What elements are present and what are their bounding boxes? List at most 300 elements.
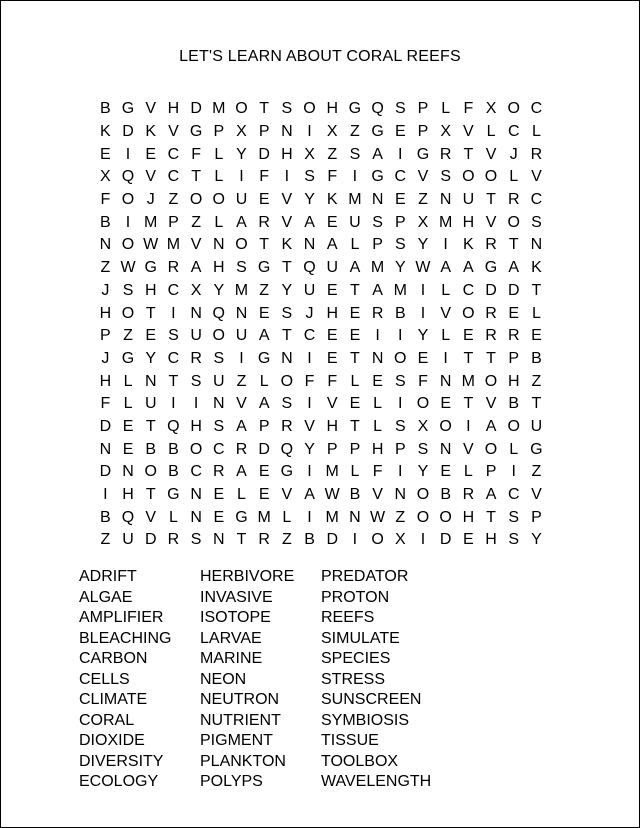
grid-letter: Y xyxy=(417,463,429,481)
grid-letter: O xyxy=(416,508,430,526)
grid-letter: L xyxy=(350,372,360,390)
grid-letter: Z xyxy=(327,145,338,163)
grid-letter: N xyxy=(122,463,134,481)
word-list-item: POLYPS xyxy=(200,773,263,790)
grid-letter: X xyxy=(417,417,429,435)
grid-letter: I xyxy=(398,395,403,413)
grid-letter: E xyxy=(463,531,474,549)
grid-letter: X xyxy=(236,123,247,141)
grid-letter: M xyxy=(212,100,226,118)
grid-letter: O xyxy=(121,304,135,322)
grid-letter: C xyxy=(167,281,180,299)
grid-letter: S xyxy=(190,372,202,390)
grid-letter: S xyxy=(372,213,383,231)
grid-letter: H xyxy=(99,372,112,390)
grid-letter: E xyxy=(326,327,338,345)
grid-letter: L xyxy=(531,304,541,322)
grid-letter: T xyxy=(145,486,156,504)
grid-letter: O xyxy=(439,417,452,435)
grid-letter: L xyxy=(350,236,360,254)
grid-letter: B xyxy=(145,440,157,458)
grid-letter: D xyxy=(258,145,270,163)
grid-letter: I xyxy=(171,304,176,322)
grid-letter: G xyxy=(189,123,203,141)
grid-letter: Y xyxy=(417,236,429,254)
grid-letter: E xyxy=(508,304,520,322)
grid-letter: X xyxy=(100,168,111,186)
grid-letter: Z xyxy=(191,213,201,231)
grid-letter: F xyxy=(372,463,383,481)
word-list-item: ALGAE xyxy=(79,588,133,606)
grid-letter: F xyxy=(100,191,111,209)
letter-grid xyxy=(94,98,548,552)
grid-letter: G xyxy=(121,349,135,367)
grid-letter: D xyxy=(144,531,157,549)
grid-letter: W xyxy=(324,486,340,504)
grid-letter: A xyxy=(190,259,202,277)
grid-letter: R xyxy=(485,236,497,254)
word-list xyxy=(79,567,481,793)
grid-letter: U xyxy=(235,327,248,345)
grid-letter: M xyxy=(144,213,158,231)
grid-letter: S xyxy=(281,304,293,322)
grid-letter: C xyxy=(190,463,202,481)
word-list-item: PROTON xyxy=(321,588,390,606)
grid-letter: G xyxy=(530,440,543,458)
grid-letter: I xyxy=(307,508,312,526)
grid-letter: J xyxy=(101,349,110,367)
word-list-item: CLIMATE xyxy=(79,691,148,708)
grid-letter: E xyxy=(122,440,134,458)
grid-letter: P xyxy=(168,213,179,231)
grid-letter: T xyxy=(168,372,179,390)
grid-letter: R xyxy=(485,304,497,322)
grid-letter: E xyxy=(349,395,361,413)
grid-letter: T xyxy=(191,168,201,186)
grid-letter: F xyxy=(327,372,338,390)
grid-letter: T xyxy=(486,508,496,526)
grid-letter: T xyxy=(259,100,270,118)
grid-letter: A xyxy=(304,486,315,504)
grid-letter: R xyxy=(167,259,180,277)
grid-letter: C xyxy=(213,440,225,458)
grid-letter: M xyxy=(325,508,339,526)
grid-letter: E xyxy=(122,417,134,435)
grid-letter: U xyxy=(303,281,316,299)
grid-letter: I xyxy=(398,145,403,163)
grid-letter: A xyxy=(372,145,383,163)
grid-letter: L xyxy=(441,100,451,118)
grid-letter: L xyxy=(509,168,519,186)
grid-letter: N xyxy=(213,236,225,254)
grid-letter: Y xyxy=(531,531,542,549)
grid-letter: N xyxy=(144,372,157,390)
grid-letter: I xyxy=(443,236,448,254)
grid-letter: D xyxy=(258,440,270,458)
grid-letter: L xyxy=(123,395,133,413)
word-list-item: WAVELENGTH xyxy=(321,773,432,790)
grid-letter: E xyxy=(145,327,157,345)
grid-letter: G xyxy=(416,145,430,163)
word-list-item: SYMBIOSIS xyxy=(321,711,410,729)
grid-letter: E xyxy=(349,304,361,322)
grid-letter: A xyxy=(326,236,338,254)
word-list-item: AMPLIFIER xyxy=(79,609,164,626)
grid-letter: Z xyxy=(395,508,406,526)
grid-letter: G xyxy=(371,123,384,141)
grid-letter: I xyxy=(420,304,426,322)
grid-letter: N xyxy=(99,440,112,458)
grid-letter: G xyxy=(257,259,271,277)
grid-letter: A xyxy=(304,213,315,231)
grid-letter: H xyxy=(371,440,384,458)
grid-letter: N xyxy=(235,304,248,322)
grid-letter: Z xyxy=(531,463,542,481)
grid-letter: F xyxy=(327,168,338,186)
grid-letter: E xyxy=(258,191,270,209)
grid-letter: S xyxy=(168,327,179,345)
grid-letter: O xyxy=(507,100,520,118)
grid-letter: E xyxy=(440,463,451,481)
grid-letter: Z xyxy=(418,191,428,209)
grid-letter: Z xyxy=(100,531,111,549)
grid-letter: R xyxy=(235,440,248,458)
grid-letter: D xyxy=(99,417,112,435)
grid-letter: E xyxy=(349,327,361,345)
grid-letter: Z xyxy=(281,531,292,549)
grid-letter: X xyxy=(417,213,429,231)
word-list-item: PREDATOR xyxy=(321,568,409,585)
word-list-item: SUNSCREEN xyxy=(321,691,422,708)
grid-letter: H xyxy=(281,145,293,163)
grid-letter: O xyxy=(507,213,520,231)
grid-letter: B xyxy=(394,304,406,322)
word-list-item: INVASIVE xyxy=(200,588,273,606)
grid-letter: F xyxy=(304,372,315,390)
grid-letter: H xyxy=(326,100,338,118)
grid-letter: O xyxy=(394,349,407,367)
grid-letter: E xyxy=(100,145,111,163)
word-list-item: LARVAE xyxy=(200,629,262,647)
grid-letter: I xyxy=(103,486,108,504)
grid-letter: J xyxy=(509,145,518,163)
grid-letter: S xyxy=(213,349,225,367)
grid-letter: O xyxy=(235,100,248,118)
grid-letter: I xyxy=(420,531,426,549)
grid-letter: V xyxy=(485,395,497,413)
grid-letter: N xyxy=(190,508,202,526)
grid-letter: P xyxy=(485,463,497,481)
grid-letter: H xyxy=(144,281,157,299)
grid-letter: N xyxy=(439,440,452,458)
grid-letter: R xyxy=(507,327,520,345)
word-list-item: ADRIFT xyxy=(79,568,137,585)
grid-letter: B xyxy=(304,531,315,549)
word-column-3 xyxy=(321,567,481,793)
word-list-item: PIGMENT xyxy=(200,732,273,749)
grid-letter: E xyxy=(372,372,383,390)
grid-letter: O xyxy=(144,463,157,481)
grid-letter: X xyxy=(485,100,497,118)
word-list-item: TISSUE xyxy=(321,732,379,749)
grid-letter: O xyxy=(280,372,294,390)
grid-letter: D xyxy=(507,281,520,299)
grid-letter: D xyxy=(326,531,338,549)
grid-letter: B xyxy=(100,100,111,118)
grid-letter: I xyxy=(239,168,244,186)
grid-letter: V xyxy=(485,145,497,163)
grid-letter: E xyxy=(417,349,429,367)
grid-letter: I xyxy=(420,281,426,299)
grid-letter: S xyxy=(349,145,361,163)
grid-letter: C xyxy=(167,145,180,163)
grid-letter: E xyxy=(440,395,451,413)
grid-letter: V xyxy=(417,168,429,186)
grid-letter: O xyxy=(303,100,316,118)
grid-letter: Z xyxy=(100,259,111,277)
grid-letter: G xyxy=(371,168,384,186)
grid-letter: S xyxy=(281,395,293,413)
word-list-item: ISOTOPE xyxy=(200,609,271,626)
grid-letter: T xyxy=(463,349,474,367)
grid-letter: S xyxy=(122,281,134,299)
grid-letter: P xyxy=(417,123,429,141)
grid-letter: A xyxy=(258,327,270,345)
grid-letter: F xyxy=(418,372,428,390)
grid-letter: H xyxy=(167,100,180,118)
grid-letter: V xyxy=(485,213,497,231)
grid-letter: I xyxy=(307,349,312,367)
grid-letter: U xyxy=(190,327,202,345)
grid-letter: E xyxy=(258,304,270,322)
grid-letter: H xyxy=(462,508,475,526)
grid-letter: R xyxy=(190,349,202,367)
grid-letter: E xyxy=(463,327,474,345)
grid-letter: L xyxy=(441,281,451,299)
grid-letter: O xyxy=(235,236,248,254)
grid-letter: R xyxy=(485,327,497,345)
word-list-item: PLANKTON xyxy=(200,752,286,770)
grid-letter: R xyxy=(213,463,225,481)
page-title: LET'S LEARN ABOUT CORAL REEFS xyxy=(179,48,461,65)
grid-letter: S xyxy=(236,259,247,277)
grid-letter: B xyxy=(531,349,542,367)
word-list-item: STRESS xyxy=(321,670,386,688)
grid-letter: M xyxy=(461,372,475,390)
grid-letter: K xyxy=(463,236,474,254)
grid-letter: C xyxy=(167,168,180,186)
grid-letter: L xyxy=(373,417,383,435)
grid-letter: Z xyxy=(236,372,247,390)
grid-letter: G xyxy=(144,259,157,277)
grid-letter: I xyxy=(193,395,199,413)
grid-letter: L xyxy=(463,463,473,481)
grid-letter: W xyxy=(370,508,386,526)
grid-letter: E xyxy=(258,486,270,504)
grid-letter: A xyxy=(440,259,451,277)
grid-letter: S xyxy=(281,100,293,118)
grid-letter: N xyxy=(213,395,225,413)
grid-letter: T xyxy=(486,191,496,209)
grid-letter: S xyxy=(417,440,429,458)
grid-letter: L xyxy=(168,508,178,526)
grid-letter: S xyxy=(394,417,406,435)
grid-letter: U xyxy=(462,191,475,209)
grid-letter: I xyxy=(307,123,312,141)
grid-letter: I xyxy=(307,395,312,413)
grid-letter: Z xyxy=(168,191,179,209)
grid-letter: M xyxy=(257,508,271,526)
grid-letter: B xyxy=(168,440,179,458)
grid-letter: G xyxy=(257,349,271,367)
grid-letter: G xyxy=(484,259,498,277)
grid-letter: I xyxy=(511,463,516,481)
grid-letter: A xyxy=(372,281,383,299)
grid-letter: S xyxy=(394,372,406,390)
grid-letter: Y xyxy=(213,281,225,299)
word-list-item: CARBON xyxy=(79,650,148,667)
grid-letter: T xyxy=(350,349,360,367)
grid-letter: V xyxy=(531,486,542,504)
grid-letter: J xyxy=(146,191,155,209)
grid-letter: H xyxy=(213,259,225,277)
grid-letter: B xyxy=(168,463,179,481)
grid-letter: V xyxy=(440,304,451,322)
grid-letter: P xyxy=(372,236,383,254)
grid-letter: X xyxy=(190,281,202,299)
grid-letter: V xyxy=(190,236,202,254)
grid-letter: N xyxy=(371,191,384,209)
grid-letter: D xyxy=(122,123,134,141)
grid-letter: D xyxy=(99,463,112,481)
word-list-item: HERBIVORE xyxy=(200,568,295,585)
grid-letter: O xyxy=(121,191,135,209)
grid-letter: S xyxy=(213,417,225,435)
grid-letter: L xyxy=(237,486,246,504)
grid-letter: R xyxy=(258,213,270,231)
grid-letter: M xyxy=(438,213,453,231)
grid-letter: P xyxy=(394,213,406,231)
word-list-item: ECOLOGY xyxy=(79,773,159,790)
grid-letter: U xyxy=(213,372,225,390)
grid-letter: I xyxy=(171,395,176,413)
grid-letter: G xyxy=(235,508,248,526)
grid-letter: Q xyxy=(121,168,135,186)
grid-letter: I xyxy=(352,168,358,186)
grid-letter: I xyxy=(125,145,131,163)
grid-letter: T xyxy=(531,281,542,299)
grid-letter: I xyxy=(375,327,380,345)
grid-letter: O xyxy=(507,417,520,435)
grid-letter: V xyxy=(304,417,315,435)
grid-letter: T xyxy=(145,417,156,435)
grid-letter: O xyxy=(189,191,203,209)
grid-letter: Y xyxy=(304,191,315,209)
word-list-item: CELLS xyxy=(79,670,130,688)
grid-letter: B xyxy=(100,213,111,231)
grid-letter: I xyxy=(352,531,358,549)
grid-letter: Z xyxy=(123,327,133,345)
word-column-2 xyxy=(200,567,321,793)
grid-letter: H xyxy=(326,304,338,322)
grid-letter: V xyxy=(281,191,293,209)
grid-letter: Y xyxy=(281,281,293,299)
grid-letter: O xyxy=(121,236,135,254)
grid-letter: I xyxy=(398,463,403,481)
grid-letter: H xyxy=(485,531,497,549)
grid-letter: Y xyxy=(304,440,315,458)
grid-letter: S xyxy=(531,213,542,231)
grid-letter: N xyxy=(190,304,202,322)
grid-letter: C xyxy=(530,100,543,118)
grid-letter: D xyxy=(485,281,497,299)
grid-letter: O xyxy=(462,168,475,186)
grid-letter: R xyxy=(462,486,475,504)
word-list-item: DIVERSITY xyxy=(79,752,164,770)
word-list-item: SIMULATE xyxy=(321,629,400,647)
grid-letter: C xyxy=(507,123,520,141)
grid-letter: P xyxy=(213,123,225,141)
grid-letter: N xyxy=(530,236,543,254)
grid-letter: L xyxy=(509,440,519,458)
grid-letter: Y xyxy=(394,259,406,277)
grid-letter: T xyxy=(259,236,270,254)
grid-letter: J xyxy=(101,281,110,299)
word-column-1 xyxy=(79,567,200,793)
grid-letter: S xyxy=(394,236,406,254)
grid-letter: E xyxy=(531,327,542,345)
grid-letter: I xyxy=(307,463,312,481)
grid-letter: H xyxy=(190,417,202,435)
grid-letter: C xyxy=(462,281,475,299)
grid-letter: V xyxy=(463,123,474,141)
grid-letter: H xyxy=(99,304,112,322)
grid-letter: O xyxy=(212,191,225,209)
grid-letter: N xyxy=(439,372,452,390)
grid-letter: R xyxy=(507,191,520,209)
grid-letter: M xyxy=(166,236,181,254)
grid-letter: W xyxy=(143,236,159,254)
grid-letter: O xyxy=(462,304,475,322)
grid-letter: M xyxy=(393,281,407,299)
grid-letter: L xyxy=(350,463,360,481)
grid-letter: E xyxy=(394,191,406,209)
grid-letter: L xyxy=(441,327,451,345)
grid-letter: U xyxy=(235,191,248,209)
grid-letter: N xyxy=(281,349,293,367)
grid-letter: E xyxy=(326,281,338,299)
grid-letter: O xyxy=(416,395,430,413)
grid-letter: M xyxy=(325,463,339,481)
grid-letter: W xyxy=(415,259,431,277)
grid-letter: B xyxy=(508,395,520,413)
grid-letter: H xyxy=(326,417,338,435)
grid-letter: P xyxy=(349,440,361,458)
grid-letter: L xyxy=(282,508,292,526)
grid-letter: Y xyxy=(236,145,247,163)
grid-letter: R xyxy=(258,531,270,549)
grid-letter: J xyxy=(305,304,314,322)
word-list-item: TOOLBOX xyxy=(321,752,399,770)
grid-letter: Q xyxy=(280,440,294,458)
grid-letter: M xyxy=(348,191,362,209)
grid-letter: K xyxy=(531,259,542,277)
grid-letter: L xyxy=(486,123,496,141)
grid-letter: A xyxy=(236,417,247,435)
grid-letter: U xyxy=(530,417,543,435)
grid-letter: E xyxy=(258,463,270,481)
grid-letter: V xyxy=(145,508,157,526)
